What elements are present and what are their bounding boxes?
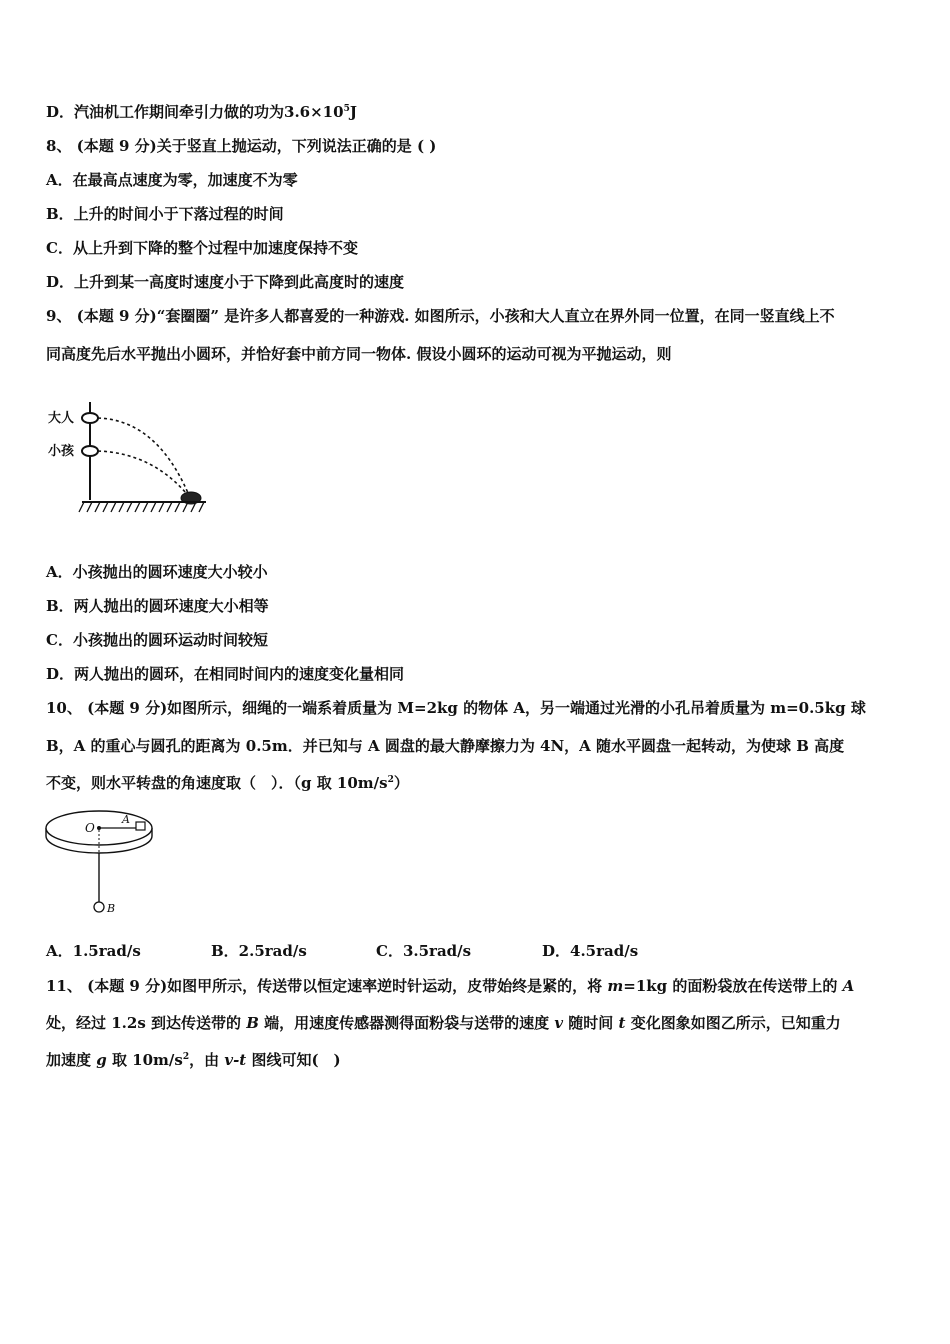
- q8-stem: 8、 (本题 9 分)关于竖直上抛运动，下列说法正确的是 ( ): [46, 137, 437, 155]
- q10-option-a: A．1.5rad/s: [46, 942, 141, 960]
- q10-stem-line2: B，A 的重心与圆孔的距离为 0.5m．并已知与 A 圆盘的最大静摩擦力为 4N，A 随水平圆盘一起转动，为使球 B 高度: [46, 737, 845, 755]
- q10-label-o: O: [85, 821, 95, 835]
- q10-option-b: B．2.5rad/s: [211, 942, 307, 960]
- q10-option-c: C．3.5rad/s: [376, 942, 472, 960]
- q10-label-b: B: [107, 902, 116, 915]
- q9-label-adult: 大人: [48, 411, 75, 426]
- q8-option-c: C．从上升到下降的整个过程中加速度保持不变: [46, 239, 358, 257]
- q9-child-trajectory: [98, 451, 186, 493]
- q9-label-child: 小孩: [48, 444, 75, 459]
- q10-ball-b: [94, 902, 104, 912]
- q9-option-c: C．小孩抛出的圆环运动时间较短: [46, 631, 268, 649]
- q9-option-a: A．小孩抛出的圆环速度大小较小: [46, 563, 268, 581]
- q9-adult-ring: [82, 413, 98, 423]
- q9-child-ring: [82, 446, 98, 456]
- q9-stem-line2: 同高度先后水平抛出小圆环，并恰好套中前方同一物体. 假设小圆环的运动可视为平抛运动，则: [46, 345, 672, 363]
- q10-option-d: D．4.5rad/s: [542, 942, 639, 960]
- q8-option-b: B．上升的时间小于下落过程的时间: [46, 205, 284, 223]
- q9-option-d: D．两人抛出的圆环，在相同时间内的速度变化量相同: [46, 665, 405, 683]
- q11-stem-line3: 加速度 g 取 $10m/s^2$，由 v-t 图线可知( ): [46, 1051, 341, 1069]
- q10-label-a: A: [122, 813, 130, 826]
- q9-stem-line1: 9、 (本题 9 分)“套圈圈” 是许多人都喜爱的一种游戏. 如图所示，小孩和大人直立在界外同一位置，在同一竖直线上不: [46, 307, 835, 325]
- q10-turntable-figure: [44, 806, 159, 918]
- q11-stem-line1: 11、 (本题 9 分)如图甲所示，传送带以恒定速率逆时针运动，皮带始终是紧的，将 m=1kg 的面粉袋放在传送带上的 A: [46, 977, 855, 995]
- q10-block-a: [136, 822, 145, 830]
- q8-option-d: D．上升到某一高度时速度小于下降到此高度时的速度: [46, 273, 405, 291]
- q8-option-a: A．在最高点速度为零，加速度不为零: [46, 171, 298, 189]
- q9-ring-toss-figure: [46, 398, 216, 523]
- q10-stem-line3: 不变，则水平转盘的角速度取（ ）．（g 取 $10m/s^2$）: [46, 774, 409, 792]
- q9-option-b: B．两人抛出的圆环速度大小相等: [46, 597, 269, 615]
- q7-option-d: D．汽油机工作期间牵引力做的功为$3.6\times 10^5J$: [46, 103, 357, 121]
- q10-stem-line1: 10、 (本题 9 分)如图所示，细绳的一端系着质量为 M=2kg 的物体 A，另一端通过光滑的小孔吊着质量为 m=0.5kg 球: [46, 699, 866, 717]
- q9-ground-hatch: [79, 502, 204, 512]
- q11-stem-line2: 处，经过 1.2s 到达传送带的 B 端，用速度传感器测得面粉袋与送带的速度 v 随时间 t 变化图象如图乙所示，已知重力: [46, 1014, 841, 1032]
